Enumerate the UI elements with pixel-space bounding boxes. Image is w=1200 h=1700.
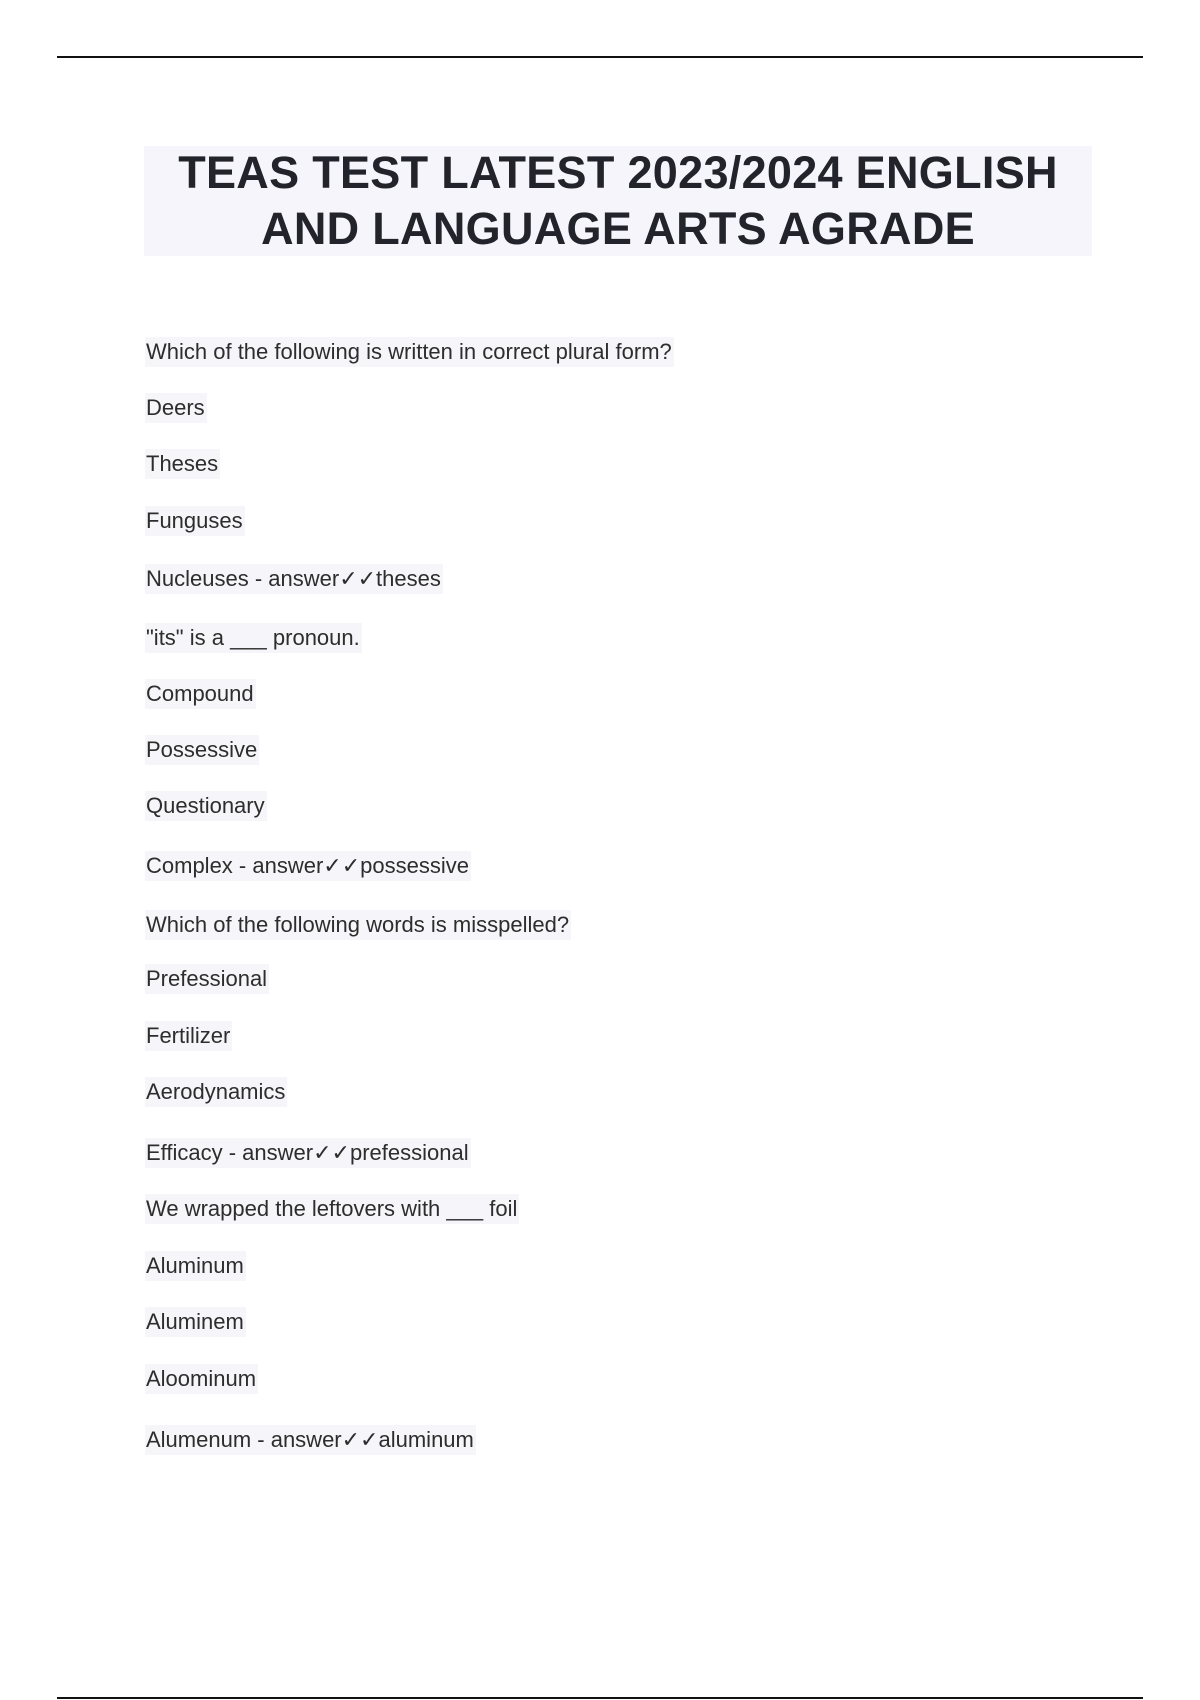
answer-option-with-key: Complex - answer✓✓possessive [145, 851, 471, 881]
answer-option: Deers [145, 393, 207, 423]
answer-option: Funguses [145, 506, 245, 536]
document-title [178, 145, 1058, 257]
question-text: We wrapped the leftovers with ___ foil [145, 1194, 519, 1224]
answer-option: Aloominum [145, 1364, 258, 1394]
answer-option: Compound [145, 679, 256, 709]
answer-option: Theses [145, 449, 220, 479]
question-text: Which of the following words is misspelled? [145, 910, 571, 940]
answer-option: Aerodynamics [145, 1077, 287, 1107]
answer-option: Questionary [145, 791, 267, 821]
title-line-1: TEAS TEST LATEST 2023/2024 ENGLISH [178, 147, 1058, 198]
answer-option: Aluminem [145, 1307, 246, 1337]
answer-option: Possessive [145, 735, 259, 765]
question-text: "its" is a ___ pronoun. [145, 623, 362, 653]
answer-option: Prefessional [145, 964, 269, 994]
title-line-2: AND LANGUAGE ARTS AGRADE [261, 203, 975, 254]
answer-option-with-key: Alumenum - answer✓✓aluminum [145, 1425, 476, 1455]
top-rule [57, 56, 1143, 58]
title-block [144, 146, 1092, 256]
bottom-rule [57, 1697, 1143, 1699]
answer-option-with-key: Nucleuses - answer✓✓theses [145, 564, 443, 594]
answer-option: Aluminum [145, 1251, 246, 1281]
answer-option-with-key: Efficacy - answer✓✓prefessional [145, 1138, 471, 1168]
answer-option: Fertilizer [145, 1021, 232, 1051]
question-text: Which of the following is written in correct plural form? [145, 337, 674, 367]
